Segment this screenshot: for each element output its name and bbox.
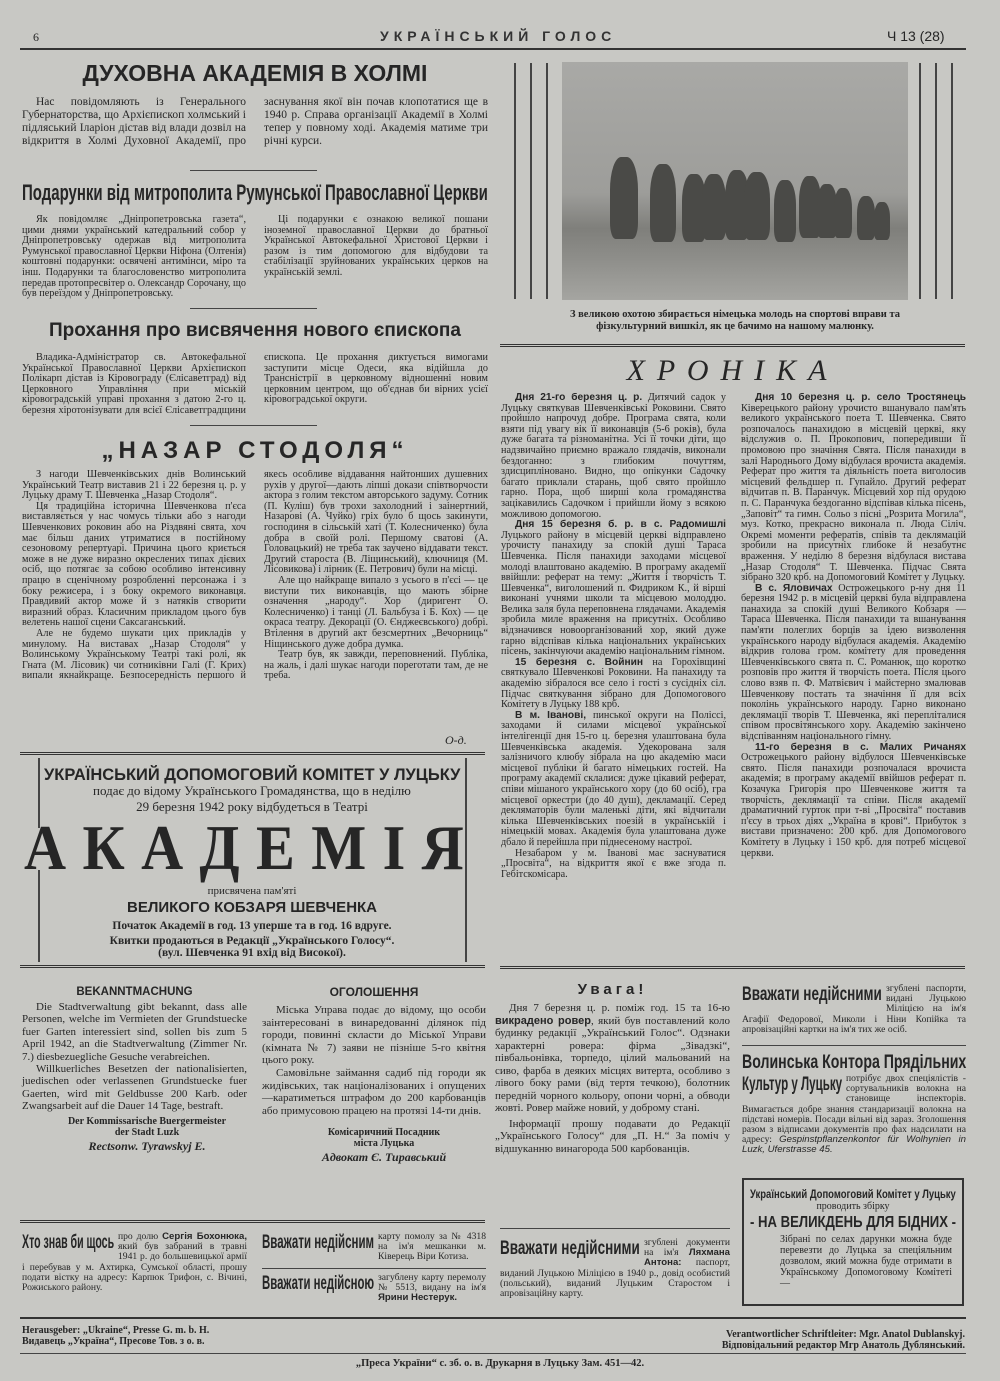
bekanntmachung-signature [47, 1116, 247, 1153]
ad-title-box [22, 1232, 114, 1253]
ad-title-box [262, 1232, 374, 1253]
ad-title-box [742, 1052, 966, 1074]
runner-figure [834, 188, 852, 238]
ad-border-top [20, 752, 485, 757]
text-run: Дня 15 березня б. р. в с. Радомишлі [515, 519, 726, 531]
easter-org [750, 1187, 956, 1201]
article-paragraph: Ця традиційна історична Шевченкова п'єса виставляється у нас чомусь тільки або з нагоди Шевченкових роковин або на Різдвяні свята, хоч має більш даних утриматися в постійному сезоновому репертуарі. Причина цього криється може в не дуже виразно окреслених типах дієвих осіб, що потягає за собою особливо інтенсивну працю в сценічному розробленні персонажа і з боку режисера, і з боку окремого виконавця. Правдивий актор може й з натяків створити виразний образ. Класичним прикладом цього був велетень нашої сцени Саксаганський. [22, 500, 246, 629]
signature-name: Адвокат Є. Тиравський [321, 1150, 447, 1165]
text-run: 11-го березня в с. Малих Ричанях [755, 741, 966, 753]
text-run: Незабаром у м. Іванові має заснуватися „Просвіта“, на відкриття якої є вже згода п. Гебітскомісара. [501, 847, 726, 880]
easter-text: Зібрані по селах дарунки можна буде перевезти до Луцька за спеціяльним дозволом, який можна буде отримати в Українському Допомоговому Комітеті — [780, 1234, 952, 1289]
text-run: Ківерецького району урочисто вшанувало пам'ять великого українського поета Т. Шевченка. Свято розпочалось панахидою в місцевій церкві, яку відслужив о. П. Прокопович, попередивши її промовою про значіння Свята. Після панахиди в залі Народнього Дому відбулася врочиста академія. Реферат про життя та діяльність поета виголосив місцевий фельдшер п. Гупайло. Другий реферат відчитав п. В. Паранчук. Місцевий хор під орудою п. С. Паранчука бездоганно відспівав кілька пісень, „Заповіт“ та гимн. Сольо з пісні „Розрита Могила“, муз. Котко, прекрасно виконала п. Люда Сіліч. Окремі моменти рефератів, співів та деклямацій зробили на присутніх глибоке й незабутнє враження. У неділю 8 березня відбулася вистава „Назар Стодоля“ Т. Шевченка. Підчас Свята зібрано 320 крб. на Допомоговий Комітет у Луцьку. [741, 402, 966, 584]
publisher-de: Herausgeber: „Ukraine“, Presse G. m. b. H. [22, 1325, 210, 1336]
divider [262, 1268, 486, 1269]
newspaper-title: УКРАЇНСЬКИЙ ГОЛОС [380, 28, 617, 44]
headline-gifts [22, 180, 488, 206]
article-paragraph: Інформації прошу подавати до Редакції „Українського Голосу“ для „П. Н.“ За поміч у відшуканню винагорода 500 карбованців. [495, 1117, 730, 1155]
divider [190, 308, 317, 309]
frame-line [935, 63, 937, 299]
academy-line2: 29 березня 1942 року відбудеться в Театрі [136, 799, 368, 814]
chronicle-item [501, 658, 726, 711]
ad-invalid-card-1 [262, 1232, 486, 1263]
ad-text: паспорт, виданий Луцькою Міліцією в 1940 р., довід особистий (польський), виданий Луцьким Старостом і апровізаційну карту. [500, 1257, 730, 1300]
publisher-ua: Видавець „Україна“, Пресове Тов. з о. в. [22, 1336, 205, 1347]
photo-caption: З великою охотою збирається німецька молодь на спортові вправи та фізкультурний вишкіл, як це бачимо на нашому малюнку. [569, 309, 901, 332]
frame-line [546, 63, 548, 299]
academy-headline: АКАДЕМІЯ [24, 812, 481, 883]
headline-bishop-text: Прохання про висвячення нового єпископа [49, 320, 461, 341]
ad-title-box [742, 1074, 842, 1095]
runner-figure [744, 172, 770, 240]
bekanntmachung-title: BEKANNTMACHUNG [76, 986, 193, 998]
ad-missing-person [22, 1232, 247, 1293]
article-holm-body [22, 96, 488, 148]
ad-name: Ляхмана Антона: [644, 1247, 730, 1269]
easter-headline-text: - НА ВЕЛИКДЕНЬ ДЛЯ БІДНИХ - [750, 1214, 957, 1231]
footer-rule [20, 1317, 966, 1319]
headline-nazar-stodolia: „НАЗАР СТОДОЛЯ“ [101, 437, 409, 464]
easter-collection-box [742, 1178, 964, 1306]
academy-org [44, 765, 460, 785]
divider [500, 966, 965, 971]
ad-title-box [262, 1273, 374, 1294]
bekanntmachung-body [22, 1001, 247, 1113]
header-rule [20, 48, 966, 50]
ad-passports [742, 984, 966, 1035]
chronicle-item [501, 520, 726, 658]
ad-text: згублені паспорти, видані Луцькою Міліцією на ім'я Агафії Федорової, Миколи і Ніни Копійка та апровізаційні картки на ім'я тих же осіб. [742, 983, 966, 1035]
ad-text: загублену карту перемолу № 5513, видану на ім'я [378, 1272, 486, 1294]
page-number: 6 [33, 30, 39, 44]
article-paragraph: Нас повідомляють із Генерального Губернаторства, що Архієпископ холмський і підляський Іларіон дістав від влади дозвіл на відкриття в Холмі Духовної Академії, про заснування якої він почав клопотатися ще в 1940 р. Справа організації Академії в Холмі тепер у повному ході. Академія матиме три річні курси. [22, 96, 488, 147]
oholoshennia-signature [282, 1127, 486, 1164]
ad-text: згублені документи на ім'я [644, 1237, 730, 1259]
text-run: Острожецького району відбулося Шевченківське свято. Після панахиди розпочалася врочиста академія; в програму академії ввійшов реферат п. Козачука Григорія про Шевченкове життя та творчість, деклямації та співи. Після академії драматичний гурток при т-ві „Просвіта“ поставив п'єсу в трьох діях „Україна в крові“. Прибуток з вистави призначено: 200 крб. для Допомогового Комітету в Луцьку і 150 крб. для потреб місцевої церкви. [741, 752, 966, 859]
academy-line1-box [44, 783, 460, 799]
chronicle-item [741, 584, 966, 743]
ad-text: який був забраний в травні 1941 р. до большевицької армії і перебував у м. Ахтирка, Сумської області, прошу подати вістку на адресу: Карпюк Трифон, с. Вічині, Рожиського району. [22, 1241, 247, 1294]
article-paragraph: Театр був, як завжди, переповнений. Публіка, на жаль, і далі шукає нагоди пореготати там, де не треба. [264, 649, 488, 682]
article-paragraph: Die Stadtverwaltung gibt bekannt, dass alle Personen, welche im Vermieten der Grundstuecke fuer Garten interessiert sind, sollen bis zum 5 April 1942, an die Stadtverwaltung (Zimmer Nr. 7.) diesbezuegliche Gesuche verabreichen. [22, 1001, 247, 1063]
photo-youth-running [562, 62, 908, 300]
divider [190, 425, 317, 426]
oholoshennia-body [262, 1004, 486, 1117]
easter-headline [750, 1213, 956, 1232]
ad-title: Волинська Контора Прядільних [742, 1052, 967, 1073]
academy-tickets: Квитки продаються в Редакції „Українського Голосу“. [109, 935, 395, 947]
chronicle-left-column [501, 393, 726, 963]
article-paragraph: Владика-Адміністратор св. Автокефальної Української Православної Церкви Архієпископ Полікарп дістав із Кіровограду (Єлісаветград) від Церковного Управління при міській кіровоградській управі прохання з датою 2-го ц. березня хіротонізувати для всієї Єлісаветградщини єпископа. Це прохання диктується вимогами заступити місце Одеси, яка відійшла до Трансністрії в церковному відношенні новим церковним центром, що об'єднав би вірних усієї кіровоградської округи. [22, 352, 488, 416]
runner-figure [702, 174, 726, 240]
ad-title: Вважати недійсною [262, 1273, 375, 1294]
runner-figure [857, 196, 875, 240]
text-run: Острожецького р-ну дня 11 березня 1942 р. в місцевій церкві була відправлена панахида за спокій душі Великого Кобзаря — Тараса Шевченка. Після панахиди та вшанування пам'яти полеглих борців за ідею визволення українського народу відбулася академія. Академію відкрив голова гром. комітету для проведення Шевченківського свята п. С. Романюк, що коротко розповів про життя й творчість поета. Після цього слово взяв п. Ф. Матвієвич і майстерно змалював Шевченкову постать та значіння її для всіх поколінь українського народу. Гарно виконано деклямації творів Т. Шевченка, які перепліталися співом просвітянського хору. Академію закінчено відспіванням національного гімну. [741, 582, 966, 742]
ad-invalid-card-2 [262, 1273, 486, 1304]
article-paragraph: З нагоди Шевченківських днів Волинський Український Театр виставив 21 і 22 березня ц. р. у Луцьку драму Т. Шевченка „Назар Стодоля“. [22, 470, 246, 502]
headline-holm: ДУХОВНА АКАДЕМІЯ В ХОЛМІ [82, 60, 428, 86]
frame-line [919, 63, 921, 299]
text-run: викрадено ровер [495, 1014, 591, 1027]
article-paragraph: Міська Управа подає до відому, що особи заінтересовані в винаредованні ділянок під городи, повинні скласти до Міської Управи (кімната № 7) заяви не пізніше 5-го квітня цього року. [262, 1004, 486, 1067]
easter-org-text: Український Допомоговий Комітет у Луцьку [750, 1187, 956, 1201]
oholoshennia-title: ОГОЛОШЕННЯ [329, 985, 419, 999]
article-gifts-body [22, 215, 488, 300]
ad-title-box [742, 984, 882, 1005]
ad-address: Gespinstpflanzenkontor für Wolhynien in Luzk, Uferstrasse 45. [742, 1134, 966, 1156]
frame-line [514, 63, 516, 299]
academy-line1: подає до відому Українського Громадянства, що в неділю [93, 783, 411, 798]
article-paragraph: Але що найкраще випало з усього в п'єсі — це виступи тих виконавців, що мають збірне означення „народу“. Хор (диригент О. Колесниченко) і танці (Л. Бальбуза і Б. Кох) — це окраса театру. Декорації (О. Єнджеєвського) добрі. Втілення в другий акт безсмертних „Вечорниць“ Ніщинського дуже добра думка. [264, 574, 488, 650]
ad-fibre-office [742, 1052, 966, 1156]
uvaha-body [495, 1002, 730, 1155]
issue-number: Ч 13 (28) [887, 28, 945, 44]
runner-figure [650, 164, 676, 242]
divider [500, 1228, 730, 1229]
divider [500, 344, 965, 349]
ad-title-box [500, 1238, 640, 1259]
academy-announcement [24, 765, 481, 959]
article-paragraph: Але не будемо шукати цих прикладів у минулому. На виставах „Назар Стодоля“ у Волинському Українському Театрі такі ролі, як Гната (М. Лісовик) чи сотниківни Галі (Г. Крих) випали якнайкраще. Безпосередність першого й якесь особливе віддавання найтонших душевних рухів у другої—дають ліпші докази співтворчости актора з голим текстом авторського задуму. Сотник (П. Куліш) був трохи захолодний і заінертний, Назарові (А. Чуйко) гріх було б щось закинути, господиня в сільській хаті (Т. Колесниченко) була добра в своїй ролі. Першому сватові (А. Головацький) не треба так заучено віддавати текст. Другий староста (В. Ліщинський), ключниця (М. Лісовикова) і лірник (Е. Петрович) були на місці. [22, 470, 488, 682]
chronicle-item [741, 743, 966, 860]
oholoshennia [262, 985, 486, 1164]
ad-title: Культур у Луцьку [742, 1074, 843, 1095]
article-paragraph [495, 1002, 730, 1115]
ad-border-bottom [20, 965, 485, 970]
ad-text: потрібує двох спеціялістів - сортувальників волокна на становище інспекторів. Вимагається добре знання стандаризації волокна на підставі номерів. Посади вільні від зараз. Зголошення разом з відписами документів про фах надсилати на адресу: [742, 1073, 966, 1146]
signature-line: der Stadt Luzk [114, 1126, 180, 1138]
printer-info: „Преса України“ с. зб. о. в. Друкарня в Луцьку Зам. 451—42. [355, 1358, 645, 1369]
divider [190, 170, 317, 171]
academy-honoree: ВЕЛИКОГО КОБЗАРЯ ШЕВЧЕНКА [126, 899, 378, 916]
signature-line: Комісаричний Посадник [327, 1127, 441, 1139]
ad-title: Вважати недійсним [262, 1232, 375, 1253]
chronicle-item [501, 393, 726, 520]
academy-org-text: УКРАЇНСЬКИЙ ДОПОМОГОВИЙ КОМІТЕТ У ЛУЦЬКУ [44, 765, 461, 784]
ad-title: Хто знав би щось [22, 1232, 115, 1253]
ad-name: Сергія Бохонюка, [162, 1231, 247, 1242]
bekanntmachung [22, 985, 247, 1153]
divider [742, 1045, 966, 1046]
easter-line: проводить збірку [816, 1201, 890, 1212]
text-run: В м. Іванові, [515, 709, 587, 721]
chronicle-right-column [741, 393, 966, 963]
article-bishop-body [22, 353, 488, 417]
ad-text: про долю [118, 1231, 163, 1242]
text-run: пинської округи на Поліссі, заходами й силами місцевої української інтелігенції дня 15-го ц. березня улаштована була Шевченківська академія. Удекорована заля залізничого клюбу зібрала на цю академію маси місцевої публіки й багато німецьких гостей. На програму академії склалися: дуже цікавий реферат, співи мішаного українського хору (до 60 осіб), гра місцевої оркестри (до 40 душ), декламації. Серед декляматорів були маленькі діти, які відчитали кілька Шевченківських поезій в українській і німецькій мовах. Академія була улаштована дуже дбало й перейшла при піднесеному настрої. [501, 709, 726, 848]
frame-line [530, 63, 532, 299]
text-run: Дитячий садок у Луцьку святкував Шевченківські Роковини. Свято пройшло напрочуд добре. Програма свята, коли взяти під увагу вік її виконавців (5-6 років), була дуже багата та різноманітна. Усі її точки діти, що надзвичайно приємно вражало глядачів, виконали бездоганно: з глибоким почуттям, здисципліновано. Видно, що опікунки Садочку багато приклали старань, щоб свято пройшло гарно. Пора, щоб ширші кола громадянства зацікавились Садочком і прийшли йому з всякою можливою допомогою. [501, 393, 726, 520]
academy-headline-box [24, 812, 481, 883]
text-run: Дня 21-го березня ц. р. [515, 393, 643, 403]
text-run: Луцького району в місцевій церкві відправлено урочисту панахиду за спокій душі Тараса Шевченка. Після панахиди заходами місцевої молоді влаштовано академію. В програму академії ввійшли: реферат на тему: „Життя і творчість Т. Шевченка“, виголошений п. Фидриком К., й вірші виконані учнями школи та місцевою молоддю. Велика заля була переповнена глядачами. Академія зробила миле враження на присутніх. Особливо відзначився новоорганізований хор, який дуже гарно відспівав кілька національних українських пісень, закінчуючи академію національним гімном. [501, 529, 726, 658]
ad-title: Вважати недійсними [742, 984, 882, 1005]
signature-line: міста Луцька [353, 1138, 415, 1150]
runner-figure [874, 202, 890, 240]
chronicle-item [501, 711, 726, 849]
chronicle-item [501, 849, 726, 881]
chronicle-item [741, 393, 966, 584]
text-run: В с. Яловичах [755, 582, 833, 594]
article-paragraph: Як повідомляє „Дніпропетровська газета“, цими днями український катедральний собор у Дніпропетровську одержав від митрополита Румунської православної Церкви Ніфона (Олтенія) коштовні подарунки: освячені антимінси, міро та інш. Подарунки та благословенство митрополита передав протопресвітер о. Олександр Сорочану, що був переїздом у Дніпропетровську. [22, 214, 246, 300]
chronicle-title: ХРОНІКА [626, 354, 839, 387]
publisher-info [22, 1325, 209, 1347]
editor-de: Verantwortlicher Schriftleiter: Mgr. Anatol Dublanskyj. [725, 1329, 965, 1340]
article-paragraph: Ці подарунки є ознакою великої пошани іноземної православної Церкви до братньої Української Автокефальної Христової Церкви і разом із тим допомогою для відбудови та стабілізації зруйнованих українських церков на українській землі. [264, 214, 488, 278]
ad-title: Вважати недійсними [500, 1238, 640, 1259]
ad-border-left [38, 870, 40, 962]
footer-rule [20, 1353, 966, 1354]
article-nazar-body [22, 470, 488, 732]
uvaha-title: Увага! [577, 981, 648, 998]
signature-line: Der Kommissarische Buergermeister [67, 1115, 227, 1127]
editor-ua: Відповідальний редактор Мгр Анатоль Дублянський. [721, 1340, 965, 1351]
article-paragraph: Самовільне займання садиб під городи як жидівських, так націоналізованих і опущених—каратиметься штрафом до 200 карбованців або примусовою працею на протязі 14-ти днів. [262, 1066, 486, 1117]
text-run: Дня 10 березня ц. р. село Тростянець [755, 393, 966, 403]
runner-figure [774, 180, 796, 242]
text-run: на Горохівщині святкувало Шевченкові Роковини. На панахиду та академію зібралося все село і гості з сусідніх сіл. Підчас святкування зібрано для Допомогового Комітету в Луцьку 188 крб. [501, 656, 726, 711]
academy-address: (вул. Шевченка 91 вхід від Високої). [158, 947, 346, 959]
headline-bishop [22, 320, 488, 342]
headline-gifts-text: Подарунки від митрополита Румунської Православної Церкви [22, 180, 488, 205]
ad-name: Ярини Нестерук. [378, 1292, 458, 1304]
frame-line [951, 63, 953, 299]
article-paragraph: Willkuerliches Besetzen der nationalisierten, juedischen oder verlassenen Grundstuecke fuer Gaerten, wird mit Geldbusse 200 Karb. oder Zwangsarbeit auf die Dauer 14 Tage, bestraft. [22, 1063, 247, 1113]
signature-name: Rectsonw. Tyrawskyj E. [88, 1138, 206, 1153]
academy-dedication: присвячена пам'яті [207, 885, 297, 897]
text-run: , який був поставлений коло будинку редакції „Український Голос“. Одзнаки характерні ровера: фірма „Зівадзкі“, півбальонівка, торпедо, цілий мальований на сиво, фарба в деяких місцях витерта, особливо з лівого боку рами (від тертя течкою), болотник передній чорного кольору, опони чорні, а обводи жовті. Ровер майже новий, у доброму стані. [495, 1014, 730, 1114]
editor-info [650, 1329, 965, 1351]
ad-lyakhman [500, 1238, 730, 1299]
ad-text: карту помолу за № 4318 на ім'я мешканки м. Ківерець Віри Котиза. [378, 1231, 486, 1263]
divider [20, 1220, 485, 1225]
author-signature: О-д. [445, 733, 467, 747]
academy-time: Початок Академії в год. 13 уперше та в год. 16 вдруге. [112, 920, 392, 932]
text-run: Дня 7 березня ц. р. поміж год. 15 та 16-ю [509, 1002, 730, 1014]
runner-figure [610, 157, 638, 239]
text-run: 15 березня с. Войнин [515, 656, 644, 668]
